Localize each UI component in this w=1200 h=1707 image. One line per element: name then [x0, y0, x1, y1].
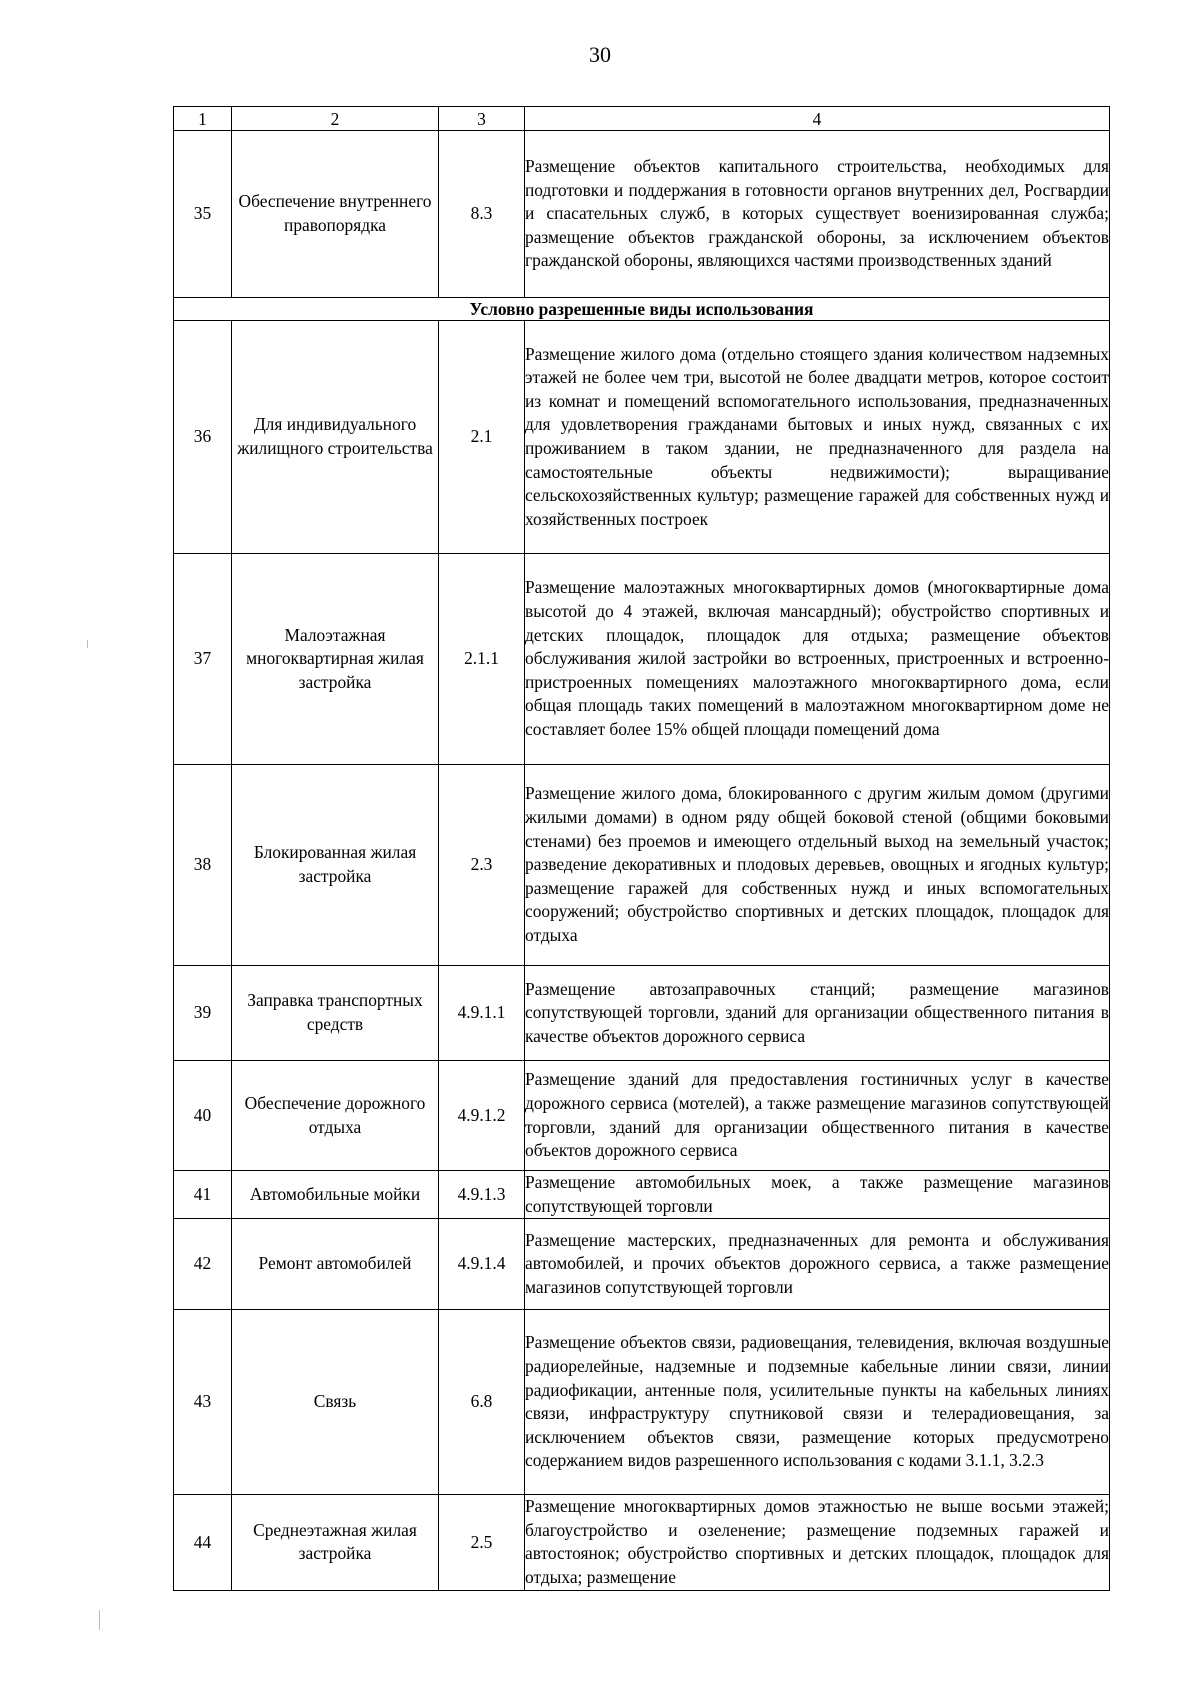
column-header-code: 3	[439, 107, 525, 131]
land-use-name: Обеспечение дорожного отдыха	[232, 1061, 439, 1171]
land-use-code: 2.3	[439, 765, 525, 966]
page-number: 30	[589, 42, 611, 67]
table-row	[174, 554, 1110, 765]
row-number: 37	[174, 554, 232, 765]
row-number: 38	[174, 765, 232, 966]
scan-artifact-mark	[87, 640, 88, 648]
land-use-name: Связь	[232, 1310, 439, 1495]
land-use-name: Блокированная жилая застройка	[232, 765, 439, 966]
column-header-number: 1	[174, 107, 232, 131]
land-use-description: Размещение мастерских, предназначенных для ремонта и обслуживания автомобилей, и прочих объектов дорожного сервиса, а также размещение магазинов сопутствующей торговли	[525, 1219, 1110, 1310]
land-use-description: Размещение многоквартирных домов этажностью не выше восьми этажей; благоустройство и озеленение; размещение подземных гаражей и автостоянок; обустройство спортивных и детских площадок, площадок для отдыха; размещение	[525, 1495, 1110, 1590]
table-row	[174, 765, 1110, 966]
row-number: 39	[174, 966, 232, 1061]
land-use-description: Размещение автозаправочных станций; размещение магазинов сопутствующей торговли, зданий для организации общественного питания в качестве объектов дорожного сервиса	[525, 966, 1110, 1061]
row-number: 41	[174, 1171, 232, 1219]
land-use-code: 8.3	[439, 131, 525, 298]
table-row	[174, 321, 1110, 554]
table-row	[174, 1219, 1110, 1310]
column-header-description: 4	[525, 107, 1110, 131]
land-use-code: 2.5	[439, 1495, 525, 1590]
table-row	[174, 966, 1110, 1061]
land-use-description: Размещение автомобильных моек, а также размещение магазинов сопутствующей торговли	[525, 1171, 1110, 1219]
land-use-table	[173, 106, 1110, 1591]
column-header-name: 2	[232, 107, 439, 131]
land-use-code: 4.9.1.3	[439, 1171, 525, 1219]
section-row	[174, 298, 1110, 321]
table-row	[174, 131, 1110, 298]
land-use-code: 2.1	[439, 321, 525, 554]
land-use-description: Размещение малоэтажных многоквартирных домов (многоквартирные дома высотой до 4 этажей, включая мансардный); обустройство спортивных и детских площадок, площадок для отдыха; размещение объектов обслуживания жилой застройки во встроенных, пристроенных и встроенно-пристроенных помещениях малоэтажного многоквартирного дома, если общая площадь таких помещений в малоэтажном многоквартирном доме не составляет более 15% общей площади помещений дома	[525, 554, 1110, 765]
section-title: Условно разрешенные виды использования	[174, 298, 1110, 321]
row-number: 36	[174, 321, 232, 554]
land-use-code: 6.8	[439, 1310, 525, 1495]
table-row	[174, 1310, 1110, 1495]
land-use-code: 2.1.1	[439, 554, 525, 765]
land-use-description: Размещение жилого дома (отдельно стоящего здания количеством надземных этажей не более чем три, высотой не более двадцати метров, которое состоит из комнат и помещений вспомогательного использования, предназначенных для удовлетворения гражданами бытовых и иных нужд, связанных с их проживанием в таком здании, не предназначенного для раздела на самостоятельные объекты недвижимости); выращивание сельскохозяйственных культур; размещение гаражей для собственных нужд и хозяйственных построек	[525, 321, 1110, 554]
land-use-description: Размещение жилого дома, блокированного с другим жилым домом (другими жилыми домами) в одном ряду общей боковой стеной (общими боковыми стенами) без проемов и имеющего отдельный выход на земельный участок; разведение декоративных и плодовых деревьев, овощных и ягодных культур; размещение гаражей для собственных нужд и иных вспомогательных сооружений; обустройство спортивных и детских площадок, площадок для отдыха	[525, 765, 1110, 966]
land-use-code: 4.9.1.1	[439, 966, 525, 1061]
scan-artifact-mark	[99, 1610, 100, 1630]
land-use-name: Малоэтажная многоквартирная жилая застройка	[232, 554, 439, 765]
land-use-description: Размещение объектов связи, радиовещания, телевидения, включая воздушные радиорелейные, надземные и подземные кабельные линии связи, линии радиофикации, антенные поля, усилительные пункты на кабельных линиях связи, инфраструктуру спутниковой связи и телерадиовещания, за исключением объектов связи, размещение которых предусмотрено содержанием видов разрешенного использования с кодами 3.1.1, 3.2.3	[525, 1310, 1110, 1495]
land-use-name: Автомобильные мойки	[232, 1171, 439, 1219]
row-number: 35	[174, 131, 232, 298]
table-row	[174, 1061, 1110, 1171]
row-number: 40	[174, 1061, 232, 1171]
land-use-name: Ремонт автомобилей	[232, 1219, 439, 1310]
table-row	[174, 1495, 1110, 1590]
land-use-code: 4.9.1.4	[439, 1219, 525, 1310]
land-use-description: Размещение зданий для предоставления гостиничных услуг в качестве дорожного сервиса (мотелей), а также размещение магазинов сопутствующей торговли, зданий для организации общественного питания в качестве объектов дорожного сервиса	[525, 1061, 1110, 1171]
row-number: 42	[174, 1219, 232, 1310]
land-use-name: Заправка транспортных средств	[232, 966, 439, 1061]
land-use-description: Размещение объектов капитального строительства, необходимых для подготовки и поддержания в готовности органов внутренних дел, Росгвардии и спасательных служб, в которых существует военизированная служба; размещение объектов гражданской обороны, за исключением объектов гражданской обороны, являющихся частями производственных зданий	[525, 131, 1110, 298]
land-use-name: Обеспечение внутреннего правопорядка	[232, 131, 439, 298]
land-use-name: Для индивидуального жилищного строительства	[232, 321, 439, 554]
row-number: 43	[174, 1310, 232, 1495]
land-use-name: Среднеэтажная жилая застройка	[232, 1495, 439, 1590]
row-number: 44	[174, 1495, 232, 1590]
table-row	[174, 1171, 1110, 1219]
land-use-code: 4.9.1.2	[439, 1061, 525, 1171]
table-header-row	[174, 107, 1110, 131]
